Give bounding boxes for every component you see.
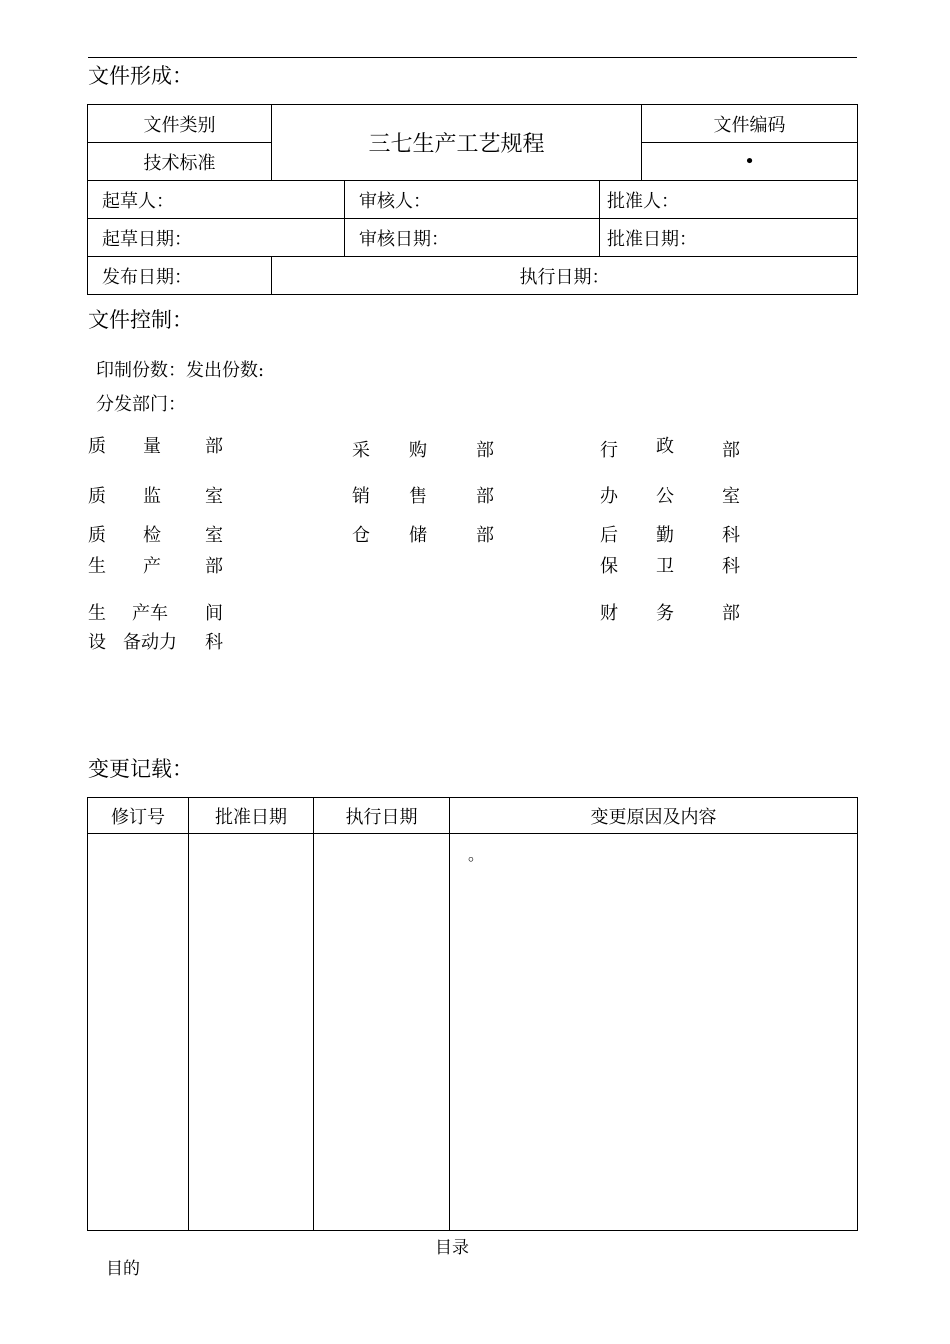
section-title-changes: 变更记载： (88, 757, 193, 781)
header-revision-no: 修订号 (88, 798, 189, 834)
departments-label: 分发部门： (96, 394, 186, 415)
copies-line: 印制份数：发出份数: (96, 360, 265, 381)
effective-date-cell (314, 834, 450, 1231)
category-value-cell: 技术标准 (88, 143, 272, 181)
document-info-table (87, 104, 858, 295)
code-value-cell: • (642, 143, 858, 181)
revision-no-cell (88, 834, 189, 1231)
toc-heading: 目录 (435, 1238, 469, 1258)
approver-cell: 批准人： (600, 181, 858, 219)
document-title: 三七生产工艺规程 (272, 105, 642, 181)
review-date-cell: 审核日期： (345, 219, 600, 257)
approve-date-cell (189, 834, 314, 1231)
header-change-reason: 变更原因及内容 (450, 798, 858, 834)
content-mark: 。 (468, 845, 485, 864)
reviewer-cell: 审核人： (345, 181, 600, 219)
publish-date-cell: 发布日期： (88, 257, 272, 295)
change-record-table (87, 797, 858, 1231)
top-rule (88, 57, 857, 58)
category-label-cell: 文件类别 (88, 105, 272, 143)
code-label-cell: 文件编码 (642, 105, 858, 143)
header-approve-date: 批准日期 (189, 798, 314, 834)
effective-date-cell: 执行日期： (272, 257, 858, 295)
draft-date-cell: 起草日期： (88, 219, 345, 257)
header-effective-date: 执行日期 (314, 798, 450, 834)
change-reason-cell (450, 834, 858, 1231)
section-title-formation: 文件形成： (88, 64, 193, 88)
purpose-heading: 目的 (106, 1259, 140, 1279)
approve-date-cell: 批准日期： (600, 219, 858, 257)
drafter-cell: 起草人： (88, 181, 345, 219)
section-title-control: 文件控制： (88, 308, 193, 332)
